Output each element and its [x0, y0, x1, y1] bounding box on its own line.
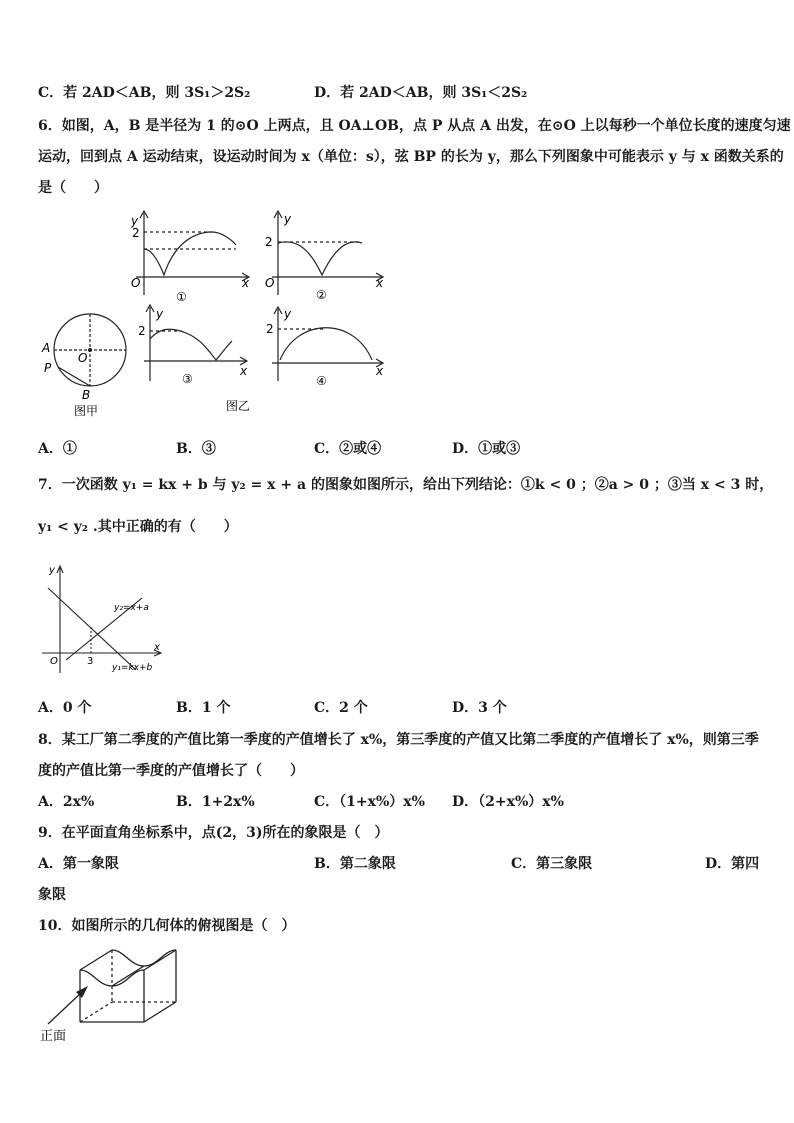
q6-option-c: C．②或④	[314, 441, 382, 457]
q7-stem-line-1: 7．一次函数 y₁ = kx + b 与 y₂ = x + a 的图象如图所示，给出下列结论：①k < 0 ；②a > 0 ；③当 x < 3 时，	[38, 477, 774, 493]
caption-right: 图乙	[226, 399, 251, 413]
graph-4-two: 2	[266, 322, 274, 336]
q8-option-d: D．（2+x%）x%	[452, 794, 564, 810]
graph-1-x-label: x	[242, 276, 250, 290]
graph-1-y-label: y	[131, 214, 139, 228]
q7-option-d: D．3 个	[452, 700, 507, 716]
graph-4-y-label: y	[284, 307, 292, 321]
q7-option-c: C．2 个	[314, 700, 368, 716]
q9-option-a: A．第一象限	[38, 856, 119, 872]
graph-4-x-label: x	[376, 364, 384, 378]
q7-option-a: A．0 个	[38, 700, 92, 716]
graph-2-label: ②	[316, 288, 327, 302]
graph-3-two: 2	[138, 324, 146, 338]
q8-stem-line-1: 8．某工厂第二季度的产值比第一季度的产值增长了 x%，第三季度的产值又比第二季度的产值增长了 x%，则第三季	[38, 732, 759, 748]
q5-option-c: C．若 2AD＜AB，则 3S₁＞2S₂	[38, 85, 251, 101]
q8-option-c: C．（1+x%）x%	[314, 794, 425, 810]
q10-front-label: 正面	[40, 1029, 67, 1044]
q6-option-b: B．③	[176, 441, 216, 457]
q9-option-c: C．第三象限	[511, 856, 593, 872]
graph-1-o-label: O	[131, 276, 141, 290]
q9-stem: 9．在平面直角坐标系中，点(2，3)所在的象限是（ ）	[38, 825, 389, 841]
caption-left: 图甲	[74, 404, 99, 418]
q6-stem-line-2: 运动，回到点 A 运动结束，设运动时间为 x（单位：s），弦 BP 的长为 y，那么下列图象中可能表示 y 与 x 函数关系的	[38, 149, 784, 165]
circle-label-b: B	[82, 388, 91, 402]
graph-2-x-label: x	[376, 276, 384, 290]
graph-2-o-label: O	[265, 276, 275, 290]
q7-o-label: O	[50, 656, 58, 667]
q8-option-a: A．2x%	[38, 794, 95, 810]
graph-3-y-label: y	[156, 307, 164, 321]
q7-line-y1-label: y₁=kx+b	[112, 663, 153, 673]
q6-option-d: D．①或③	[452, 441, 521, 457]
graph-4-label: ④	[316, 374, 327, 388]
graph-1-two: 2	[132, 226, 140, 240]
circle-label-o: O	[78, 351, 88, 365]
q7-option-b: B．1 个	[176, 700, 231, 716]
q6-stem-line-1: 6．如图，A，B 是半径为 1 的⊙O 上两点，且 OA⊥OB，点 P 从点 A 出发，在⊙O 上以每秒一个单位长度的速度匀速	[38, 118, 791, 134]
q7-three-label: 3	[87, 656, 94, 667]
q7-figure	[36, 558, 176, 678]
q7-stem-line-2: y₁ < y₂ .其中正确的有（ ）	[38, 519, 238, 535]
graph-3-label: ③	[182, 372, 193, 386]
q6-stem-line-3: 是（ ）	[38, 180, 108, 196]
q6-option-a: A．①	[38, 441, 77, 457]
q9-option-d-continued: 象限	[38, 887, 66, 903]
graph-3-x-label: x	[240, 364, 248, 378]
q9-option-b: B．第二象限	[314, 856, 396, 872]
q10-solid-figure	[36, 940, 196, 1044]
q7-x-label: x	[154, 642, 160, 653]
q9-option-d: D．第四	[705, 856, 760, 872]
q7-y-label: y	[49, 565, 55, 576]
q10-stem: 10．如图所示的几何体的俯视图是（ ）	[38, 918, 296, 934]
circle-label-p: P	[44, 361, 52, 375]
q5-option-d: D．若 2AD＜AB，则 3S₁＜2S₂	[314, 85, 528, 101]
graph-1	[136, 211, 249, 295]
graph-2-y-label: y	[284, 212, 292, 226]
graph-2-two: 2	[265, 235, 273, 249]
q8-stem-line-2: 度的产值比第一季度的产值增长了（ ）	[38, 763, 304, 779]
q8-option-b: B．1+2x%	[176, 794, 255, 810]
circle-center-dot	[88, 348, 92, 352]
q6-figure	[36, 205, 388, 421]
circle-label-a: A	[42, 341, 51, 355]
q7-line-y2-label: y₂=x+a	[114, 603, 149, 613]
graph-1-label: ①	[176, 290, 187, 304]
